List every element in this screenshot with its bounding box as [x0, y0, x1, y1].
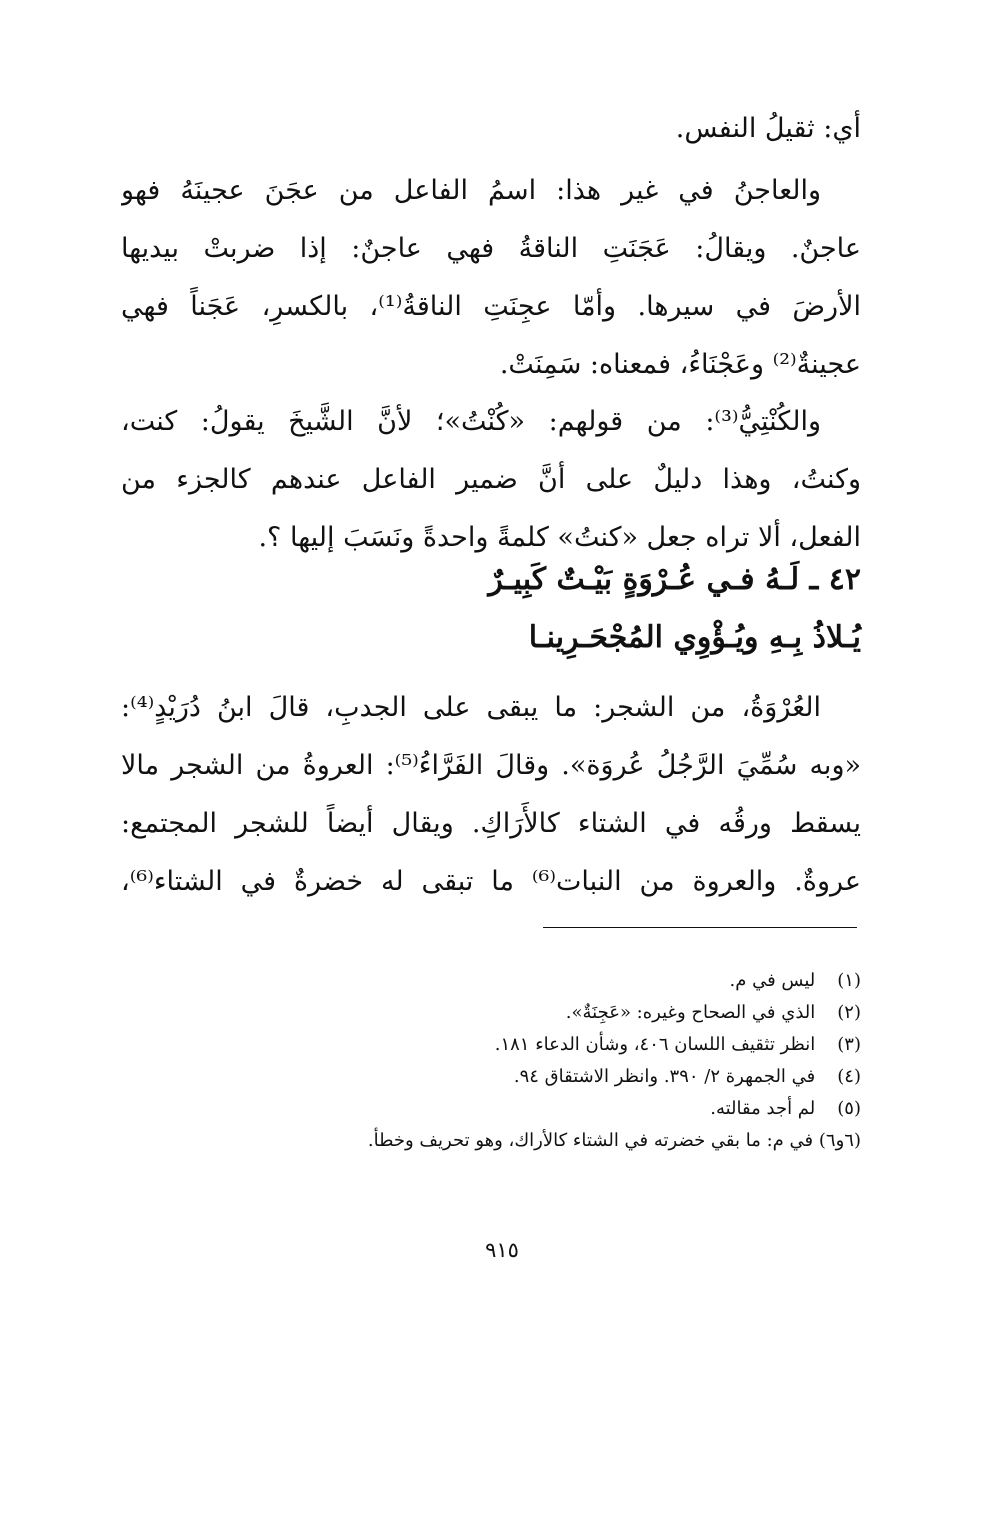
footnote-text: لم أجد مقالته.: [710, 1098, 816, 1119]
verse-line-2: يُـلاذُ بِـهِ ويُـؤْوِي المُجْحَـرِينـا: [528, 620, 861, 655]
text-line: يسقط ورقُه في الشتاء كالأَرَاكِ. ويقال أيضاً للشجر المجتمع:: [121, 808, 861, 839]
footnote-number: (٥): [837, 1098, 861, 1119]
text-line: والكُنْتِيُّ⁽³⁾: من قولهم: «كُنْتُ»؛ لأنَّ الشَّيخَ يقولُ: كنت،: [121, 406, 821, 437]
footnote: [121, 965, 861, 997]
paragraph-4: [121, 679, 861, 911]
footnote-number: (٢): [837, 1002, 861, 1023]
text-line: أي: ثقيلُ النفس.: [675, 113, 861, 144]
paragraph-1: [121, 100, 861, 158]
text-line: «وبه سُمِّيَ الرَّجُلُ عُروَة». وقالَ الفَرَّاءُ⁽⁵⁾: العروةُ من الشجر مالا: [121, 750, 861, 781]
footnote: [121, 997, 861, 1029]
footnote: [121, 1093, 861, 1125]
footnote-text: في الجمهرة ٢/ ٣٩٠. وانظر الاشتقاق ٩٤.: [513, 1066, 816, 1087]
footnote-text: في م: ما بقي خضرته في الشتاء كالأراك، وهو تحريف وخطأ.: [367, 1130, 814, 1151]
verse-line-1: ٤٢ ـ لَـهُ فـي عُـرْوَةٍ بَيْـتٌ كَبِيـرٌ: [488, 562, 861, 597]
text-line: عاجنٌ. ويقالُ: عَجَنَتِ الناقةُ فهي عاجنٌ: إذا ضربتْ بيديها: [121, 233, 861, 264]
text-line: العُرْوَةُ، من الشجر: ما يبقى على الجدبِ، قالَ ابنُ دُرَيْدٍ⁽⁴⁾:: [121, 692, 821, 723]
footnote-number: (٣): [837, 1034, 861, 1055]
text-line: الأرضَ في سيرها. وأمّا عجِنَتِ الناقةُ⁽¹⁾، بالكسرِ، عَجَناً فهي: [121, 291, 861, 322]
paragraph-2: [121, 162, 861, 394]
text-line: عجينةٌ⁽²⁾ وعَجْنَاءُ، فمعناه: سَمِنَتْ.: [499, 349, 861, 380]
text-line: والعاجنُ في غير هذا: اسمُ الفاعل من عجَنَ عجينَهُ فهو: [121, 175, 821, 206]
footnote-number: (٤): [837, 1066, 861, 1087]
page-number: ٩١٥: [485, 1238, 519, 1262]
footnote: [121, 1061, 861, 1093]
footnotes: [121, 965, 861, 1157]
paragraph-3: [121, 393, 861, 567]
footnote-number: (٦و٦): [818, 1130, 861, 1151]
text-line: عروةٌ. والعروة من النبات⁽⁶⁾ ما تبقى له خضرةٌ في الشتاء⁽⁶⁾،: [121, 866, 861, 897]
footnote-text: ليس في م.: [729, 970, 816, 991]
footnote-separator: [543, 927, 857, 928]
footnote-text: الذي في الصحاح وغيره: «عَجِنَةٌ».: [565, 1002, 816, 1023]
footnote: [121, 1125, 861, 1157]
text-line: وكنتُ، وهذا دليلٌ على أنَّ ضمير الفاعل عندهم كالجزء من: [121, 464, 861, 495]
footnote-text: انظر تثقيف اللسان ٤٠٦، وشأن الدعاء ١٨١.: [494, 1034, 816, 1055]
footnote-number: (١): [837, 970, 861, 991]
footnote: [121, 1029, 861, 1061]
text-line: الفعل، ألا تراه جعل «كنتُ» كلمةً واحدةً ونَسَبَ إليها ؟.: [258, 522, 861, 553]
